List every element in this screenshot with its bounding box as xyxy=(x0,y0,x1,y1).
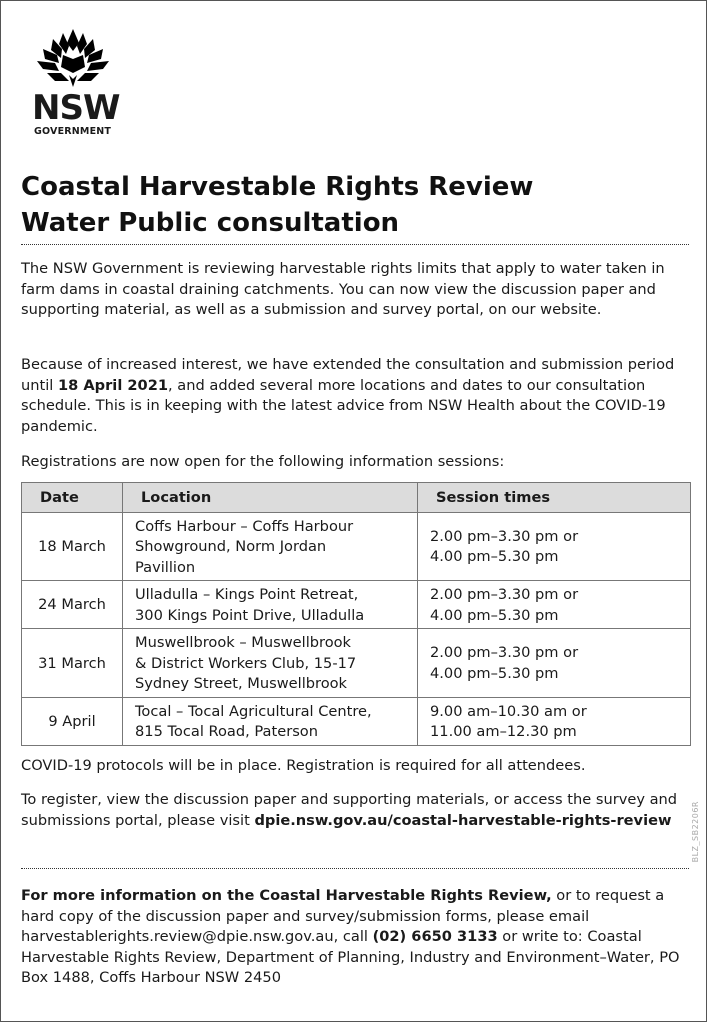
table-row xyxy=(22,581,691,629)
reference-code: BLZ_SB2206R xyxy=(691,801,700,863)
contact-paragraph: For more information on the Coastal Harvestable Rights Review, or to request a hard copy of the discussion paper and survey/submission forms, please email harvestablerights.review@dpie.nsw.gov.au, call (02) 6650 3133 or write to: Coastal Harvestable Rights Review, Department of Planning, Industry and Environment–Water, PO Box 1488, Coffs Harbour NSW 2450 xyxy=(21,887,680,986)
header-location: Location xyxy=(123,483,418,513)
registration-paragraph: Registrations are now open for the following information sessions: xyxy=(21,453,505,470)
register-paragraph: To register, view the discussion paper and supporting materials, or access the survey and submissions portal, please visit dpie.nsw.gov.au/coastal-harvestable-rights-review xyxy=(21,791,678,829)
nsw-government-logo xyxy=(25,27,125,137)
session-date: 31 March xyxy=(22,629,123,698)
intro-paragraph: The NSW Government is reviewing harvestable rights limits that apply to water taken in farm dams in coastal draining catchments. You can now view the discussion paper and supporting material, as well as a submission and survey portal, on our website. xyxy=(21,260,665,318)
waratah-icon xyxy=(33,27,113,89)
covid-paragraph: COVID-19 protocols will be in place. Registration is required for all attendees. xyxy=(21,757,586,774)
session-date: 9 April xyxy=(22,697,123,745)
page-title xyxy=(21,169,681,241)
table-row xyxy=(22,697,691,745)
website-link[interactable]: dpie.nsw.gov.au/coastal-harvestable-rights-review xyxy=(254,811,672,829)
session-times: 2.00 pm–3.30 pm or 4.00 pm–5.30 pm xyxy=(418,512,691,581)
contact-lead: For more information on the Coastal Harvestable Rights Review, xyxy=(21,887,552,904)
session-location: Coffs Harbour – Coffs Harbour Showground, Norm Jordan Pavillion xyxy=(123,512,418,581)
table-row xyxy=(22,629,691,698)
header-session-times: Session times xyxy=(418,483,691,513)
dotted-divider xyxy=(21,244,689,245)
session-location: Ulladulla – Kings Point Retreat, 300 Kings Point Drive, Ulladulla xyxy=(123,581,418,629)
extension-paragraph: Because of increased interest, we have extended the consultation and submission period until 18 April 2021, and added several more locations and dates to our consultation schedule. This is in keeping with the latest advice from NSW Health about the COVID-19 pandemic. xyxy=(21,356,675,435)
dotted-divider xyxy=(21,868,689,869)
title-line-2: Water Public consultation xyxy=(21,208,400,238)
table-row xyxy=(22,512,691,581)
logo-nsw-text: NSW xyxy=(32,88,120,128)
session-location: Tocal – Tocal Agricultural Centre, 815 Tocal Road, Paterson xyxy=(123,697,418,745)
session-date: 24 March xyxy=(22,581,123,629)
session-times: 9.00 am–10.30 am or 11.00 am–12.30 pm xyxy=(418,697,691,745)
table-header-row xyxy=(22,483,691,513)
title-line-1: Coastal Harvestable Rights Review xyxy=(21,172,534,202)
session-times: 2.00 pm–3.30 pm or 4.00 pm–5.30 pm xyxy=(418,581,691,629)
session-date: 18 March xyxy=(22,512,123,581)
session-location: Muswellbrook – Muswellbrook & District Workers Club, 15-17 Sydney Street, Muswellbrook xyxy=(123,629,418,698)
session-times: 2.00 pm–3.30 pm or 4.00 pm–5.30 pm xyxy=(418,629,691,698)
sessions-table xyxy=(21,482,691,746)
deadline-date: 18 April 2021 xyxy=(57,376,169,394)
header-date: Date xyxy=(22,483,123,513)
logo-government-text: GOVERNMENT xyxy=(34,126,112,137)
phone-number: (02) 6650 3133 xyxy=(372,928,498,945)
